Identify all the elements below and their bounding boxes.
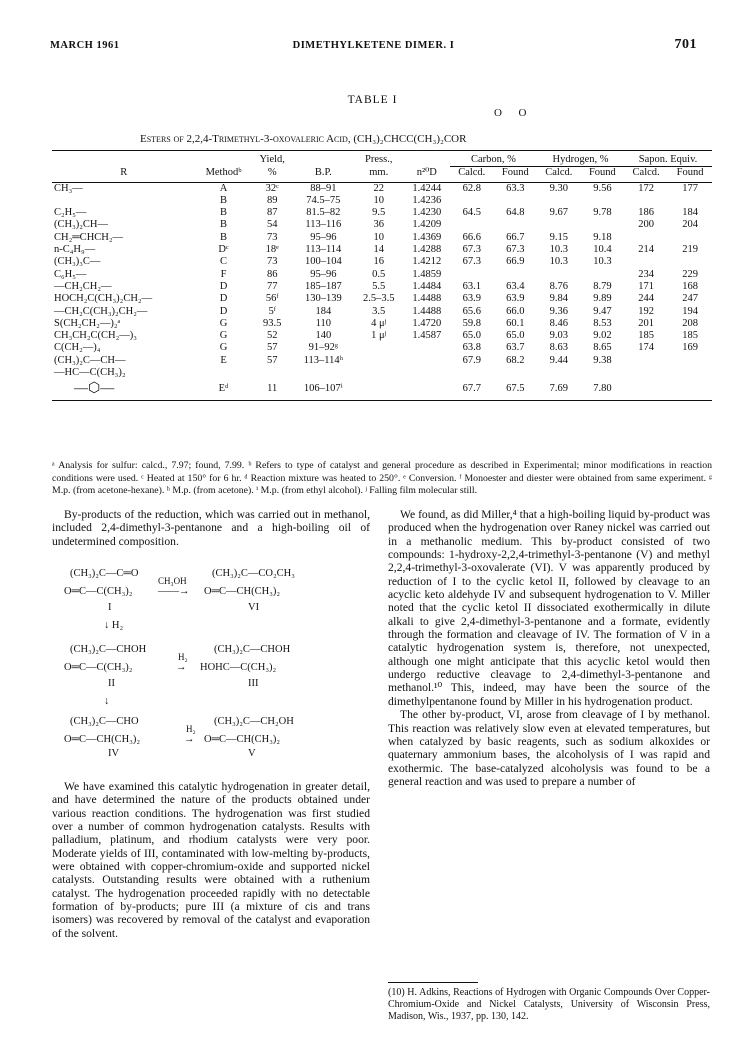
table-row — [52, 318, 712, 330]
table-row — [52, 293, 712, 305]
table-cell — [537, 219, 581, 231]
table-cell: 8.63 — [549, 342, 569, 354]
table-cell: C — [220, 256, 228, 268]
table-cell: 73 — [266, 231, 278, 243]
table-cell: 8.46 — [549, 317, 569, 329]
table-cell: 9.03 — [549, 330, 569, 342]
table-cell — [195, 367, 251, 379]
table-cell: 244 — [638, 293, 654, 305]
table-cell: 1.4236 — [412, 194, 442, 206]
table-cell: 8.53 — [593, 317, 612, 329]
table-row — [52, 330, 712, 342]
table-cell: —HC—C(CH₃)₂ — [54, 367, 126, 379]
table-cell: 9.67 — [549, 207, 569, 219]
table-row — [52, 207, 712, 219]
table-cell: 1.4720 — [412, 317, 442, 329]
table-cell — [494, 367, 537, 379]
table-cell: 63.3 — [506, 182, 525, 194]
table-cell: C₂H₅— — [54, 207, 87, 219]
table-cell — [668, 379, 712, 400]
arrow3: → — [184, 734, 195, 745]
table-cell: 100–104 — [304, 256, 342, 268]
table-cell — [494, 269, 537, 281]
table-cell: 63.1 — [462, 280, 481, 292]
table-cell: 67.7 — [462, 383, 481, 395]
table-cell: 95–96 — [310, 268, 337, 280]
compound-iii-label: III — [248, 678, 259, 689]
table-cell: 63.7 — [506, 342, 525, 354]
compound-iii-line2: HOHC—C(CH₃)₂ — [200, 662, 277, 673]
table-row — [52, 195, 712, 207]
table-cell: (CH₃)₂C—CH— — [54, 354, 126, 366]
table-cell: 9.78 — [593, 207, 612, 219]
table-cell: 8.79 — [593, 280, 612, 292]
page-number: 701 — [674, 37, 697, 52]
table-cell: 201 — [638, 317, 654, 329]
table-cell: 184 — [315, 305, 332, 317]
table-cell: 16 — [373, 256, 384, 268]
right-paragraph-2: The other by-product, VI, arose from cleavage of I by methanol. This reaction was relatively slow even at elevated temperatures, but when catalyzed by basic reagents, such as sodium alkoxides or quaternary ammonium bases, the alcoholysis of I was rapid and exothermic. The base-catalyzed alcoholysis was found to be a general reaction and was used to prepare a number of — [388, 708, 710, 788]
table-cell: 9.56 — [593, 182, 612, 194]
col-yield: % — [252, 167, 293, 182]
table-cell: 86 — [266, 268, 278, 280]
table-row — [52, 379, 712, 400]
col-method: Methodᵇ — [195, 167, 251, 182]
table-cell — [668, 367, 712, 379]
col-hydrogen: Hydrogen, % — [537, 151, 624, 167]
table-cell — [450, 195, 494, 207]
table-cell: 140 — [315, 330, 332, 342]
table-cell: Dᶜ — [218, 244, 229, 256]
table-cell: 9.84 — [549, 293, 569, 305]
table-cell — [537, 367, 581, 379]
table-cell: 57 — [266, 342, 278, 354]
table-cell: 64.5 — [462, 207, 481, 219]
col-press: mm. — [354, 167, 404, 182]
table-cell: 200 — [638, 219, 654, 231]
table-cell — [581, 367, 624, 379]
table-cell: n-C₄H₉— — [54, 244, 96, 256]
running-header — [50, 38, 697, 54]
table-cell: 1.4209 — [412, 219, 442, 231]
table-cell: 1.4244 — [412, 182, 442, 194]
table-cell: B — [220, 231, 228, 243]
table-cell: 88–91 — [310, 182, 337, 194]
col-press-top: Press., — [354, 151, 404, 167]
table-cell: 1.4369 — [412, 231, 442, 243]
table-cell: 185 — [682, 330, 698, 342]
table-cell: 65.0 — [462, 330, 481, 342]
table-cell: G — [219, 317, 228, 329]
table-cell: (CH₃)₂CH— — [54, 219, 108, 231]
table-cell: 9.18 — [593, 231, 612, 243]
table-cell: (CH₃)₃C— — [54, 256, 101, 268]
table-cell: 1.4484 — [412, 280, 442, 292]
table-cell — [494, 195, 537, 207]
table-cell: 1.4288 — [412, 244, 442, 256]
compound-v-label: V — [248, 748, 256, 759]
table-cell: 9.15 — [549, 231, 569, 243]
col-sapon-found: Found — [668, 167, 712, 182]
table-cell — [404, 379, 450, 400]
table-cell: HOCH₂C(CH₃)₂CH₂— — [54, 293, 153, 305]
table-cell: 192 — [638, 305, 654, 317]
caption-lead: Esters of 2,2,4-Trimethyl-3-oxovaleric Acid, — [140, 133, 351, 145]
table-cell: E — [220, 354, 227, 366]
table-cell — [624, 379, 668, 400]
table-row — [52, 182, 712, 195]
table-cell: C₆H₅— — [54, 268, 87, 280]
table-cell: —CH₂CH₂— — [54, 280, 112, 292]
compound-vi-label: VI — [248, 602, 260, 613]
table-cell — [293, 367, 354, 379]
table-cell — [581, 269, 624, 281]
compound-i-line1: (CH₃)₂C—C═O — [70, 568, 139, 579]
table-cell: 60.1 — [506, 317, 525, 329]
compound-i-label: I — [108, 602, 112, 613]
table-row — [52, 342, 712, 354]
table-cell: 1.4859 — [412, 268, 442, 280]
table-cell — [581, 219, 624, 231]
table-cell — [450, 269, 494, 281]
table-cell: 186 — [638, 207, 654, 219]
table-cell — [404, 367, 450, 379]
table-cell: 74.5–75 — [306, 194, 341, 206]
table-cell: 2.5–3.5 — [362, 293, 395, 305]
arrow2: → — [176, 662, 187, 673]
table-cell: 63.8 — [462, 342, 481, 354]
table-cell: B — [220, 207, 228, 219]
table-cell: 22 — [373, 182, 384, 194]
esters-table — [52, 150, 712, 401]
footnote-rule — [388, 982, 478, 983]
compound-vi-line1: (CH₃)₂C—CO₂CH₃ — [212, 568, 295, 579]
table-cell: 73 — [266, 256, 278, 268]
table-cell: 194 — [682, 305, 698, 317]
table-cell: 9.5 — [372, 207, 386, 219]
left-intro-paragraph: By-products of the reduction, which was carried out in methanol, included 2,4-dimethyl-3-pentanone and a high-boiling oil of undetermined composition. — [52, 508, 370, 548]
table-cell: 7.69 — [549, 383, 569, 395]
table-title: TABLE I — [347, 94, 398, 106]
left-body-paragraph: We have examined this catalytic hydrogenation in greater detail, and have determined the nature of the products obtained under various reaction conditions. The hydrogenation was first studied over a number of common hydrogenation catalysts. Results with palladium, platinum, and rhodium catalysts were very poor. Moderate yields of III, contaminated with low-melting by-products, were obtained with copper-chromium-oxide and supported nickel catalysts. Outstanding results were obtained with a ruthenium catalyst. The hydrogenation proceeded rapidly with no detectable formation of by-products; pure III (a mixture of cis and trans isomers) was recovered by removal of the catalyst and evaporation of the solvent. — [52, 780, 370, 940]
table-row — [52, 355, 712, 367]
table-cell — [668, 195, 712, 207]
table-cell — [494, 219, 537, 231]
table-cell — [252, 367, 293, 379]
table-cell: 11 — [267, 383, 278, 395]
table-row — [52, 256, 712, 268]
table-cell: 7.80 — [593, 383, 612, 395]
table-cell: 185 — [638, 330, 654, 342]
caption-formula: (CH₃)₂CHCC(CH₃)₂COR — [353, 133, 467, 145]
table-cell: 5ᶠ — [268, 305, 276, 317]
table-cell: 62.8 — [462, 182, 481, 194]
col-carbon-found: Found — [494, 167, 537, 182]
table-cell: 113–116 — [305, 219, 342, 231]
table-cell: 67.3 — [462, 244, 481, 256]
table-row — [52, 306, 712, 318]
table-cell — [668, 355, 712, 367]
table-cell: 10.3 — [593, 256, 612, 268]
table-cell: D — [219, 280, 228, 292]
table-cell: 1.4587 — [412, 330, 442, 342]
arrow-down-h2: ↓ H₂ — [104, 620, 124, 631]
table-cell: 247 — [682, 293, 698, 305]
table-cell — [624, 355, 668, 367]
table-cell: 219 — [682, 244, 698, 256]
table-cell: 67.9 — [462, 354, 481, 366]
table-row — [52, 244, 712, 256]
col-carbon-calcd: Calcd. — [450, 167, 494, 182]
table-cell: 1.4488 — [412, 293, 442, 305]
table-cell: 9.47 — [593, 305, 612, 317]
table-cell: 229 — [682, 268, 698, 280]
table-cell: 10 — [373, 231, 384, 243]
table-cell: 172 — [638, 182, 654, 194]
table-cell: 10.4 — [593, 244, 612, 256]
table-cell: 10.3 — [549, 244, 569, 256]
table-cell: 106–107ⁱ — [303, 383, 343, 395]
compound-ii-line2: O═C—C(CH₃)₂ — [64, 662, 133, 673]
compound-iv-label: IV — [108, 748, 120, 759]
table-cell: 56ᶠ — [265, 293, 279, 305]
table-cell — [624, 367, 668, 379]
table-cell: —⬡— — [74, 381, 115, 397]
caption-formula-oxygens: O O — [494, 107, 527, 119]
table-cell: 18ᵉ — [265, 244, 279, 256]
reference-10: (10) H. Adkins, Reactions of Hydrogen with Organic Compounds Over Copper-Chromium-Oxide and Nickel Catalysts, University of Wisconsin Press, Madison, Wis., 1937, pp. 130, 142. — [388, 987, 710, 1022]
table-cell: CH₃CH₂C(CH₂—)₃ — [54, 330, 137, 342]
table-cell: —CH₂C(CH₃)₂CH₂— — [54, 305, 148, 317]
table-cell: 10.3 — [549, 256, 569, 268]
right-paragraph-1: We found, as did Miller,⁴ that a high-boiling liquid by-product was produced when the hydrogenation over Raney nickel was carried out in a methanolic medium. This by-product consisted of two compounds: 1-hydroxy-2,2,4-trimethyl-3-pentanone (V) and methyl 2,2,4-trimethyl-3-oxovalerate (VI). V was apparently produced by reduction of I to the cyclic ketol II, followed by cleavage to an acyclic keto aldehyde IV and subsequent hydrogenation to V. Miller noted that the cyclic ketol II dissociated exothermically in dilute alkali to give 2,4-dimethyl-3-pentanone and a formate, evidently through the formation and cleavage of IV. The formation of V in a catalytic hydrogenation system is, therefore, not unexpected, although one might anticipate that this acyclic ketol would then undergo reductive cleavage to 2,4-dimethyl-3-pentanone and methanol.¹⁰ This, indeed, may have been the source of the dimethylpentanone found by Miller in his hydrogenation product. — [388, 508, 710, 708]
table-cell: 208 — [682, 317, 698, 329]
table-cell: 8.65 — [593, 342, 612, 354]
table-cell: 9.36 — [549, 305, 569, 317]
header-date: MARCH 1961 — [50, 40, 120, 51]
table-cell: D — [219, 293, 228, 305]
table-cell: 10 — [373, 194, 384, 206]
table-cell — [668, 232, 712, 244]
table-cell: 36 — [373, 219, 384, 231]
compound-i-line2: O═C—C(CH₃)₂ — [64, 586, 133, 597]
compound-iii-line1: (CH₃)₂C—CHOH — [214, 644, 291, 655]
table-cell: 113–114 — [305, 244, 342, 256]
table-cell: 204 — [682, 219, 698, 231]
compound-iv-line2: O═C—CH(CH₃)₂ — [64, 734, 141, 745]
table-cell: 65.6 — [462, 305, 481, 317]
compound-v-line1: (CH₃)₂C—CH₂OH — [214, 716, 294, 727]
table-cell: 87 — [266, 207, 278, 219]
table-row — [52, 269, 712, 281]
table-cell: C(CH₂—)₄ — [54, 342, 101, 354]
table-cell: D — [219, 305, 228, 317]
table-cell: 57 — [266, 354, 278, 366]
table-cell: 67.3 — [506, 244, 525, 256]
table-cell: S(CH₂CH₂—)₂ᵃ — [54, 317, 121, 329]
table-cell: 169 — [682, 342, 698, 354]
table-cell — [624, 195, 668, 207]
table-cell: 3.5 — [372, 305, 386, 317]
table-cell — [450, 219, 494, 231]
table-cell — [354, 367, 404, 379]
col-yield-top: Yield, — [252, 151, 293, 167]
table-cell — [537, 269, 581, 281]
table-cell — [537, 195, 581, 207]
table-cell: 110 — [315, 317, 332, 329]
arrow2-reagent: H₂ — [178, 652, 188, 662]
table-cell: 1.4488 — [412, 305, 442, 317]
compound-vi-line2: O═C—CH(CH₃)₂ — [204, 586, 281, 597]
col-carbon: Carbon, % — [450, 151, 537, 167]
table-cell: 214 — [638, 244, 654, 256]
table-cell — [624, 232, 668, 244]
table-cell: 177 — [682, 182, 698, 194]
table-cell: 4 μʲ — [371, 317, 387, 329]
table-cell — [581, 195, 624, 207]
table-cell: B — [220, 194, 228, 206]
table-cell — [52, 195, 195, 207]
table-cell: 1 μʲ — [371, 330, 387, 342]
table-cell: 66.7 — [506, 231, 525, 243]
table-cell: F — [220, 268, 227, 280]
table-cell: 1.4230 — [412, 207, 442, 219]
table-cell — [354, 355, 404, 367]
table-cell: 66.6 — [462, 231, 481, 243]
table-cell — [624, 256, 668, 268]
col-hydrogen-found: Found — [581, 167, 624, 182]
compound-ii-line1: (CH₃)₂C—CHOH — [70, 644, 147, 655]
table-cell — [450, 367, 494, 379]
col-nd: n²⁰D — [404, 167, 450, 182]
table-cell: Eᵈ — [218, 383, 229, 395]
table-cell: 66.9 — [506, 256, 525, 268]
table-cell: G — [219, 342, 228, 354]
table-cell: 9.02 — [593, 330, 612, 342]
table-cell: 185–187 — [304, 280, 342, 292]
compound-ii-label: II — [108, 678, 115, 689]
table-cell: 68.2 — [506, 354, 525, 366]
table-cell: G — [219, 330, 228, 342]
table-cell: 234 — [638, 268, 654, 280]
table-caption — [140, 133, 466, 145]
table-cell: 171 — [638, 280, 654, 292]
header-title: DIMETHYLKETENE DIMER. I — [292, 40, 455, 51]
table-cell: 63.9 — [506, 293, 525, 305]
table-footnotes: ᵃ Analysis for sulfur: calcd., 7.97; found, 7.99. ᵇ Refers to type of catalyst and general procedure as described in Experimental; minor modifications in reaction conditions were used. ᶜ Heated at 150° for 6 hr. ᵈ Reaction mixture was heated to 250°. ᵉ Conversion. ᶠ Monoester and diester were obtained from same experiment. ᵍ M.p. (from acetone-hexane). ʰ M.p. (from acetone). ⁱ M.p. (from ethyl alcohol). ʲ Falling film molecular still. — [52, 460, 712, 496]
table-cell: CH₃— — [54, 182, 83, 194]
table-row — [52, 219, 712, 231]
col-sapon-calcd: Calcd. — [624, 167, 668, 182]
table-cell: 81.5–82 — [306, 207, 341, 219]
table-cell: 174 — [638, 342, 654, 354]
table-cell — [354, 379, 404, 400]
table-cell — [404, 342, 450, 354]
table-cell: 91–92ᵍ — [308, 342, 339, 354]
compound-iv-line1: (CH₃)₂C—CHO — [70, 716, 139, 727]
col-sapon: Sapon. Equiv. — [624, 151, 712, 167]
table-cell: 9.30 — [549, 182, 569, 194]
table-cell: 59.8 — [462, 317, 481, 329]
table-cell: 66.0 — [506, 305, 525, 317]
table-cell: 93.5 — [263, 317, 282, 329]
table-cell: 184 — [682, 207, 698, 219]
table-cell: 14 — [373, 244, 384, 256]
table-cell: 95–96 — [310, 231, 337, 243]
arrow1: ——→ — [158, 586, 190, 597]
table-cell: 9.89 — [593, 293, 612, 305]
table-cell: 168 — [682, 280, 698, 292]
table-cell: 1.4212 — [412, 256, 442, 268]
table-cell — [354, 342, 404, 354]
table-row — [52, 281, 712, 293]
table-cell: 113–114ʰ — [303, 354, 343, 366]
table-cell: 130–139 — [304, 293, 342, 305]
col-bp: B.P. — [293, 167, 354, 182]
table-cell: 89 — [266, 194, 278, 206]
table-cell: 63.9 — [462, 293, 481, 305]
table-cell — [668, 256, 712, 268]
table-cell: 32ᶜ — [265, 182, 279, 194]
reaction-scheme — [64, 560, 364, 759]
table-cell: 64.8 — [506, 207, 525, 219]
col-r: R — [52, 167, 195, 182]
table-cell: 54 — [266, 219, 278, 231]
table-cell: 5.5 — [372, 280, 386, 292]
table-cell: 63.4 — [506, 280, 525, 292]
compound-v-line2: O═C—CH(CH₃)₂ — [204, 734, 281, 745]
arrow1-reagent: CH₃OH — [158, 576, 187, 586]
arrow-down: ↓ — [104, 696, 110, 707]
table-cell: A — [219, 182, 228, 194]
table-cell: 65.0 — [506, 330, 525, 342]
table-cell: 9.38 — [593, 354, 612, 366]
table-cell: 67.5 — [506, 383, 525, 395]
right-column — [388, 508, 710, 788]
table-cell: CH₂═CHCH₂— — [54, 231, 124, 243]
table-cell: 9.44 — [549, 354, 569, 366]
table-cell: 8.76 — [549, 280, 569, 292]
table-cell: 0.5 — [372, 268, 386, 280]
table-cell: 67.3 — [462, 256, 481, 268]
table-row — [52, 367, 712, 379]
table-cell: B — [220, 219, 228, 231]
table-cell: 77 — [266, 280, 278, 292]
table-row — [52, 232, 712, 244]
col-hydrogen-calcd: Calcd. — [537, 167, 581, 182]
table-cell — [404, 355, 450, 367]
table-body — [52, 182, 712, 400]
arrow3-reagent: H₂ — [186, 724, 196, 734]
table-cell: 52 — [266, 330, 278, 342]
